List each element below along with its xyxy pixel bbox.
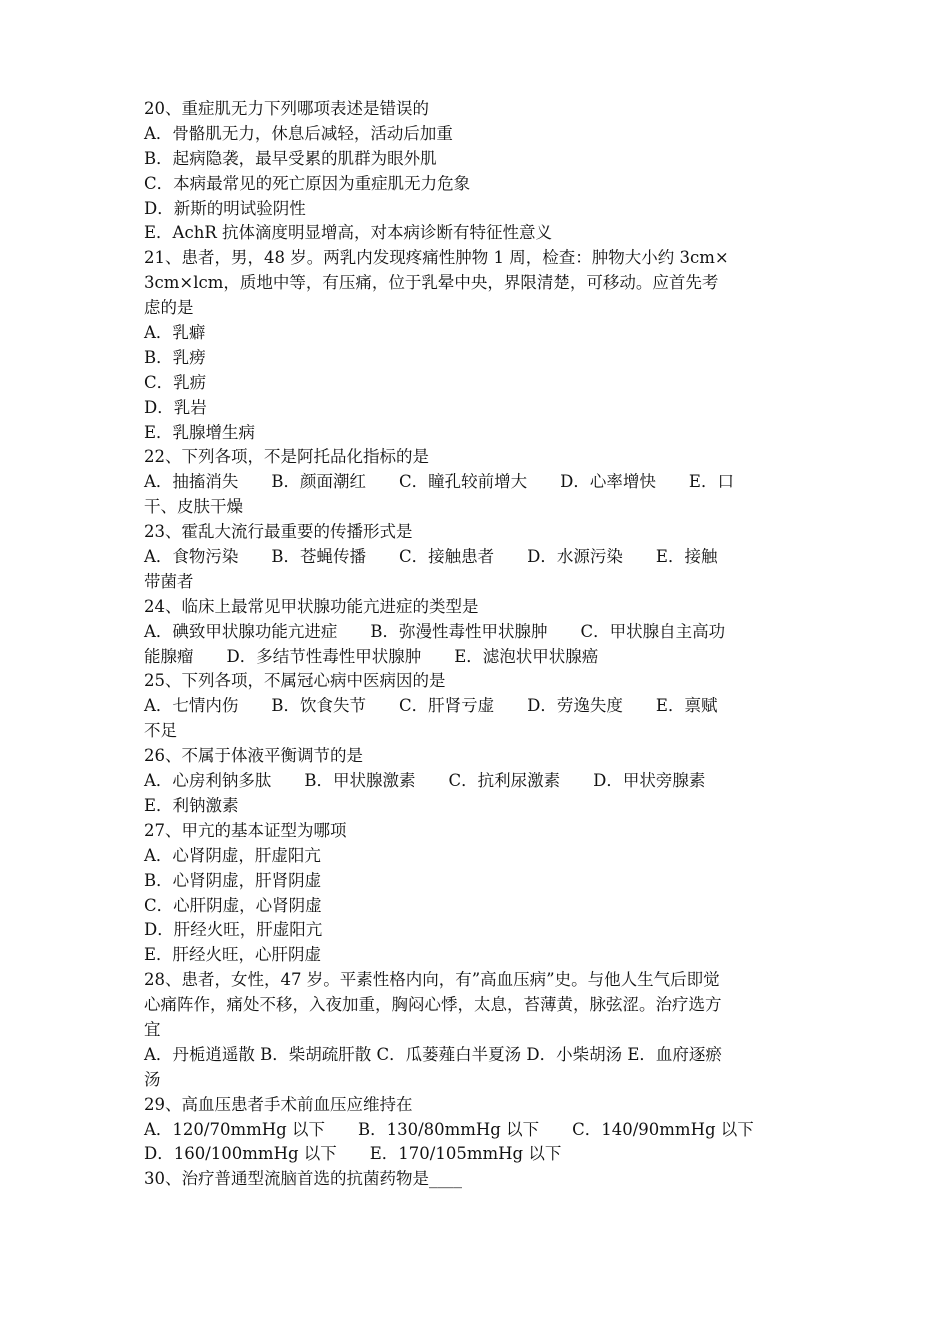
q25-options-line-2: 不足 xyxy=(144,721,177,741)
q21-stem-line-2: 3cm×lcm，质地中等，有压痛，位于乳晕中央，界限清楚，可移动。应首先考 xyxy=(144,273,719,293)
q25-stem: 25、下列各项，不属冠心病中医病因的是 xyxy=(144,671,446,691)
q20-option-a: A．骨骼肌无力，休息后减轻，活动后加重 xyxy=(144,123,453,143)
q24-options-line-2: 能腺瘤 D．多结节性毒性甲状腺肿 E．滤泡状甲状腺癌 xyxy=(144,646,599,666)
q28-options-line-2: 汤 xyxy=(144,1069,161,1089)
q29-options-line-1: A．120/70mmHg 以下 B．130/80mmHg 以下 C．140/90mmHg 以下 xyxy=(144,1119,754,1139)
q28-stem-line-1: 28、患者，女性，47 岁。平素性格内向，有”高血压病”史。与他人生气后即觉 xyxy=(144,970,720,990)
q28-stem-line-2: 心痛阵作，痛处不移，入夜加重，胸闷心悸，太息，苔薄黄，脉弦涩。治疗选方 xyxy=(144,995,722,1015)
q30-stem: 30、治疗普通型流脑首选的抗菌药物是____ xyxy=(144,1169,462,1189)
q20-option-d: D．新斯的明试验阴性 xyxy=(144,198,306,218)
q29-options-line-2: D．160/100mmHg 以下 E．170/105mmHg 以下 xyxy=(144,1144,562,1164)
q22-options-line-2: 干、皮肤干燥 xyxy=(144,497,243,517)
q24-options-line-1: A．碘致甲状腺功能亢进症 B．弥漫性毒性甲状腺肿 C．甲状腺自主高功 xyxy=(144,621,726,641)
q27-option-b: B．心肾阴虚，肝肾阴虚 xyxy=(144,870,322,890)
q23-stem: 23、霍乱大流行最重要的传播形式是 xyxy=(144,522,413,542)
q21-option-c: C．乳疬 xyxy=(144,372,207,392)
q27-option-c: C．心肝阴虚，心肾阴虚 xyxy=(144,895,322,915)
document-page xyxy=(144,97,816,1192)
q27-option-e: E．肝经火旺，心肝阴虚 xyxy=(144,945,322,965)
q20-option-c: C．本病最常见的死亡原因为重症肌无力危象 xyxy=(144,173,471,193)
q26-options-line-1: A．心房利钠多肽 B．甲状腺激素 C．抗利尿激素 D．甲状旁腺素 xyxy=(144,771,706,791)
q27-stem: 27、甲亢的基本证型为哪项 xyxy=(144,820,347,840)
q25-options-line-1: A．七情内伤 B．饮食失节 C．肝肾亏虚 D．劳逸失度 E．禀赋 xyxy=(144,696,718,716)
q20-stem: 20、重症肌无力下列哪项表述是错误的 xyxy=(144,99,429,118)
q28-stem-line-3: 宜 xyxy=(144,1019,161,1039)
q23-options-line-2: 带菌者 xyxy=(144,571,194,591)
q21-stem-line-1: 21、患者，男，48 岁。两乳内发现疼痛性肿物 1 周，检查：肿物大小约 3cm× xyxy=(144,248,729,268)
q26-options-line-2: E．利钠激素 xyxy=(144,795,239,815)
q26-stem: 26、不属于体液平衡调节的是 xyxy=(144,746,363,766)
q23-options-line-1: A．食物污染 B．苍蝇传播 C．接触患者 D．水源污染 E．接触 xyxy=(144,547,718,567)
q28-options-line-1: A．丹栀逍遥散 B．柴胡疏肝散 C．瓜蒌薤白半夏汤 D．小柴胡汤 E．血府逐瘀 xyxy=(144,1044,722,1064)
q21-option-d: D．乳岩 xyxy=(144,397,207,417)
q20-option-e: E．AchR 抗体滴度明显增高，对本病诊断有特征性意义 xyxy=(144,223,552,243)
q24-stem: 24、临床上最常见甲状腺功能亢进症的类型是 xyxy=(144,596,479,616)
q21-option-b: B．乳痨 xyxy=(144,347,206,367)
q20-option-b: B．起病隐袭，最早受累的肌群为眼外肌 xyxy=(144,148,437,168)
q21-stem-line-3: 虑的是 xyxy=(144,298,194,318)
q22-options-line-1: A．抽搐消失 B．颜面潮红 C．瞳孔较前增大 D．心率增快 E．口 xyxy=(144,472,734,492)
q21-option-a: A．乳癖 xyxy=(144,323,206,343)
q21-option-e: E．乳腺增生病 xyxy=(144,422,256,442)
q27-option-a: A．心肾阴虚，肝虚阳亢 xyxy=(144,845,321,865)
q22-stem: 22、下列各项，不是阿托品化指标的是 xyxy=(144,447,429,467)
q29-stem: 29、高血压患者手术前血压应维持在 xyxy=(144,1094,413,1114)
q27-option-d: D．肝经火旺，肝虚阳亢 xyxy=(144,920,323,940)
